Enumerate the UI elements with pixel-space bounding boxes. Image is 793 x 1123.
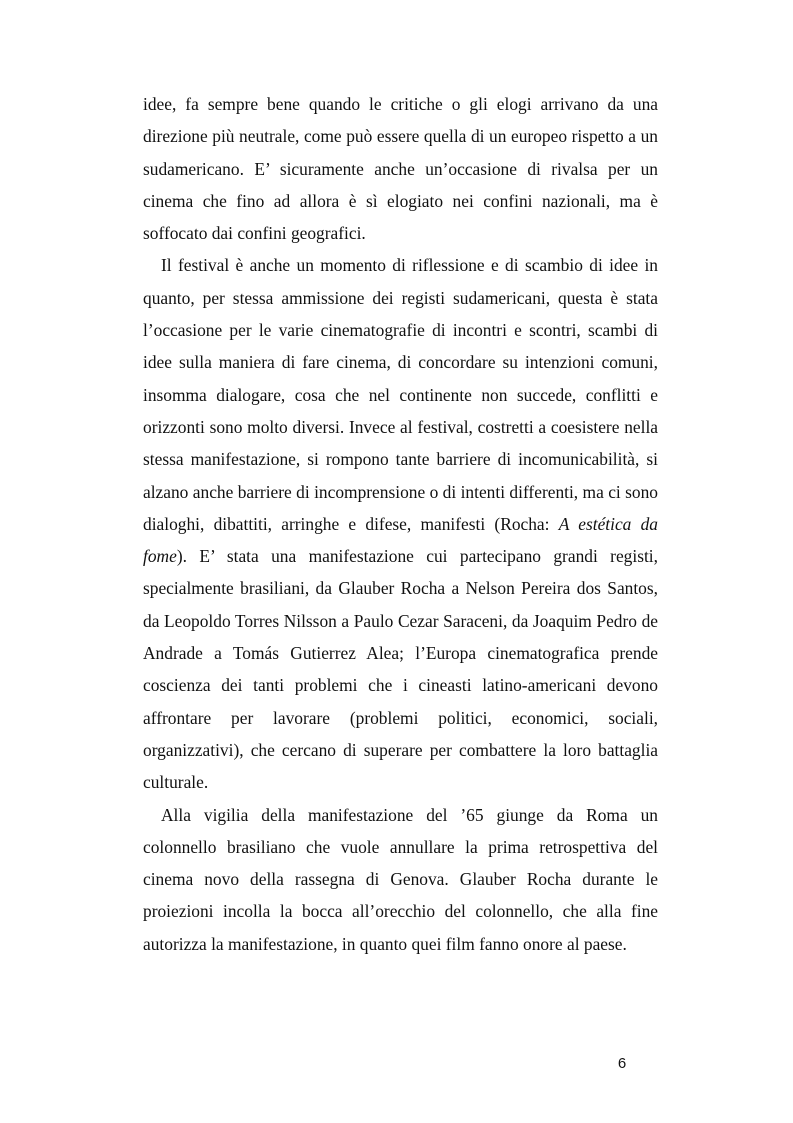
- paragraph-festival: [143, 249, 658, 798]
- paragraph-continuation: idee, fa sempre bene quando le critiche o gli elogi arrivano da una direzione più neutrale, come può essere quella di un europeo rispetto a un sudamericano. E’ sicuramente anche un’occasione di rivalsa per un cinema che fino ad allora è sì elogiato nei confini nazionali, ma è soffocato dai confini geografici.: [143, 94, 658, 244]
- paragraph-festival-text-before: Il festival è anche un momento di riflessione e di scambio di idee in quanto, per stessa ammissione dei registi sudamericani, questa è stata l’occasione per le varie cinematografie di incontri e scontri, scambi di idee sulla maniera di fare cinema, di concordare su intenzioni comuni, insomma dialogare, cosa che nel continente non succede, conflitti e orizzonti sono molto diversi. Invece al festival, costretti a coesistere nella stessa manifestazione, si rompono tante barriere di incomunicabilità, si alzano anche barriere di incomprensione o di intenti differenti, ma ci sono dialoghi, dibattiti, arringhe e difese, manifesti (Rocha:: [143, 255, 658, 534]
- paragraph-vigilia: Alla vigilia della manifestazione del ’65 giunge da Roma un colonnello brasiliano che vuole annullare la prima retrospettiva del cinema novo della rassegna di Genova. Glauber Rocha durante le proiezioni incolla la bocca all’orecchio del colonnello, che alla fine autorizza la manifestazione, in quanto quei film fanno onore al paese.: [143, 804, 658, 954]
- book-title-italic: A estética da fome: [143, 513, 658, 567]
- page-number: 6: [617, 1055, 627, 1072]
- body-text: [143, 88, 658, 960]
- paragraph-festival-text-after: ). E’ stata una manifestazione cui partecipano grandi registi, specialmente brasiliani, da Glauber Rocha a Nelson Pereira dos Santos, da Leopoldo Torres Nilsson a Paulo Cezar Saraceni, da Joaquim Pedro de Andrade a Tomás Gutierrez Alea; l’Europa cinematografica prende coscienza dei tanti problemi che i cineasti latino-americani devono affrontare per lavorare (problemi politici, economici, sociali, organizzativi), che cercano di superare per combattere la loro battaglia culturale.: [143, 546, 658, 793]
